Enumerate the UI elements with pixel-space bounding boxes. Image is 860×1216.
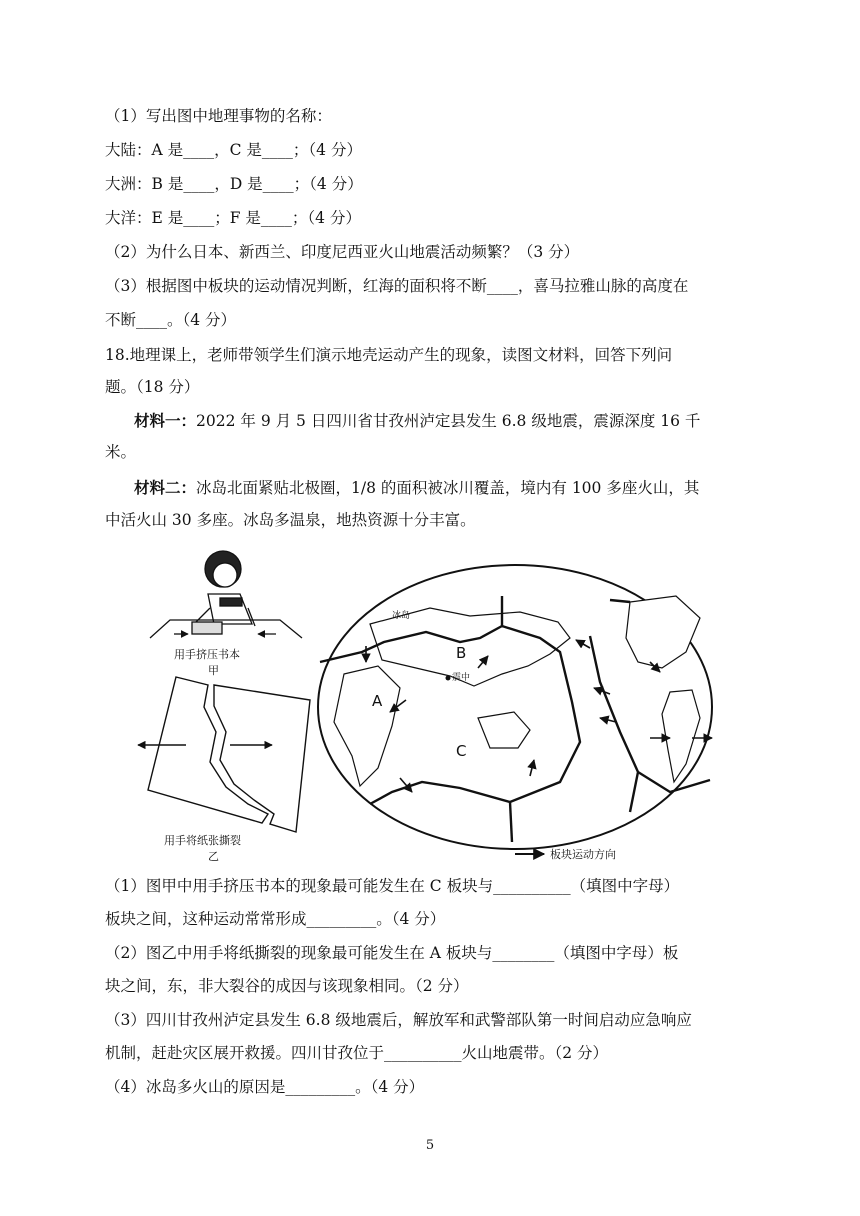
material-two-label: 材料二： <box>134 478 197 497</box>
paper-tearing-illustration <box>138 677 310 832</box>
label-jia: 甲 <box>208 664 219 677</box>
question-18-part-1-line2: 板块之间，这种运动常常形成_________。（4 分） <box>105 910 446 928</box>
question-17-part-3-line2: 不断____。（4 分） <box>105 311 237 329</box>
question-18-part-1-line1: （1）图甲中用手挤压书本的现象最可能发生在 C 板块与__________（填图中字母） <box>105 877 680 895</box>
material-two <box>134 478 699 498</box>
plate-figure <box>130 542 730 864</box>
question-18-part-2-line1: （2）图乙中用手将纸撕裂的现象最可能发生在 A 板块与________（填图中字母）板 <box>105 944 679 962</box>
page-number: 5 <box>425 1138 435 1153</box>
epicenter-label: 震中 <box>452 673 471 683</box>
question-17-part-1: （1）写出图中地理事物的名称： <box>105 107 332 125</box>
question-17-oceans: 大洋：E 是____；F 是____；（4 分） <box>105 209 361 227</box>
material-one-label: 材料一： <box>134 411 197 430</box>
question-17-part-2: （2）为什么日本、新西兰、印度尼西亚火山地震活动频繁？（3 分） <box>105 243 580 261</box>
iceland-label: 冰岛 <box>392 611 411 621</box>
map-label-b: B <box>456 644 467 662</box>
label-yi: 乙 <box>208 850 219 863</box>
question-18-title-line1: 18.地理课上，老师带领学生们演示地壳运动产生的现象，读图文材料，回答下列问 <box>105 346 673 364</box>
caption-tearing-paper: 用手将纸张撕裂 <box>164 834 241 847</box>
question-18-part-3-line2: 机制，赶赴灾区展开救援。四川甘孜位于__________火山地震带。（2 分） <box>105 1044 609 1062</box>
question-17-part-3-line1: （3）根据图中板块的运动情况判断，红海的面积将不断____，喜马拉雅山脉的高度在 <box>105 277 689 295</box>
question-17-landmasses: 大洲：B 是____，D 是____；（4 分） <box>105 175 363 193</box>
question-18-part-3-line1: （3）四川甘孜州泸定县发生 6.8 级地震后，解放军和武警部队第一时间启动应急响应 <box>105 1011 692 1029</box>
question-18-part-2-line2: 块之间，东，非大裂谷的成因与该现象相同。（2 分） <box>105 977 469 995</box>
student-pressing-book-illustration <box>150 551 302 638</box>
material-one-text: 2022 年 9 月 5 日四川省甘孜州泸定县发生 6.8 级地震，震源深度 16 千 <box>196 412 701 430</box>
caption-pressing-book: 用手挤压书本 <box>174 648 240 661</box>
material-two-text-cont: 中活火山 30 多座。冰岛多温泉，地热资源十分丰富。 <box>105 511 476 529</box>
map-label-a: A <box>372 692 383 710</box>
question-18-title-line2: 题。（18 分） <box>105 378 200 396</box>
epicenter-dot <box>446 676 451 681</box>
material-one-text-cont: 米。 <box>105 443 137 461</box>
map-label-c: C <box>456 742 467 760</box>
material-one <box>134 411 700 431</box>
material-two-text: 冰岛北面紧贴北极圈，1/8 的面积被冰川覆盖，境内有 100 多座火山，其 <box>196 479 700 497</box>
question-17-continents: 大陆：A 是____，C 是____；（4 分） <box>105 141 362 159</box>
question-18-part-4: （4）冰岛多火山的原因是_________。（4 分） <box>105 1078 425 1096</box>
legend-label: 板块运动方向 <box>550 848 616 861</box>
plate-figure-drawing <box>130 542 730 864</box>
